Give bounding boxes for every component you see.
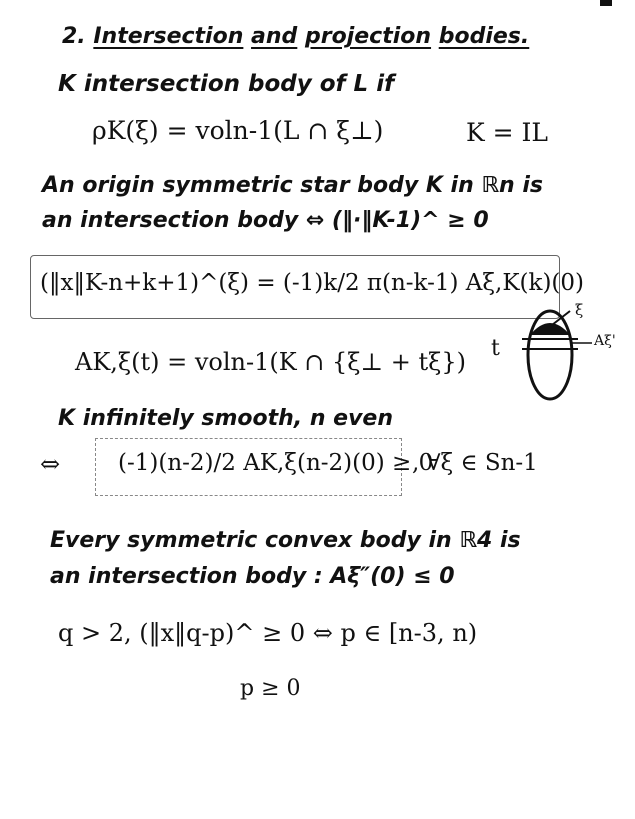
- definition-formula: [92, 118, 383, 143]
- heading-number: 2.: [62, 24, 86, 49]
- heading-word-2: and: [251, 24, 298, 49]
- convex-line-1: [50, 530, 521, 552]
- heading-word-4: bodies.: [438, 24, 530, 49]
- sketch-label-xi: ξ: [575, 301, 584, 319]
- sketch-label-a: Aξ': [594, 333, 616, 349]
- convex-line-1-text: Every symmetric convex body in ℝ4 is: [50, 528, 521, 553]
- definition-line: K intersection body of L if: [58, 71, 395, 97]
- characterization-line-2: an intersection body ⇔ (‖·‖K-1)^ ≥ 0: [42, 208, 489, 233]
- section-function-definition: AK,ξ(t) = voln-1(K ∩ {ξ⊥ + tξ}): [75, 348, 466, 376]
- definition-formula-rhs: K = IL: [466, 118, 548, 147]
- heading-word-1: Intersection: [93, 24, 244, 49]
- heading: [62, 26, 529, 48]
- body-cap: [530, 323, 570, 335]
- corner-mark: [600, 0, 612, 6]
- smooth-line: K infinitely smooth, n even: [58, 406, 394, 431]
- definition-formula-lhs: ρK(ξ) = voln-1(L ∩ ξ⊥): [92, 116, 384, 145]
- boxed-formula: (‖x‖K-n+k+1)^(ξ) = (-1)k/2 π(n-k-1) Aξ,K(k)(0): [40, 270, 585, 296]
- sketch-label-t: t: [491, 336, 500, 361]
- convex-line-2: an intersection body : Aξ″(0) ≤ 0: [50, 564, 455, 589]
- equivalence-quantifier: , ∀ξ ∈ Sn-1: [412, 450, 538, 476]
- p-condition-line: p ≥ 0: [240, 676, 301, 701]
- equivalence-formula: (-1)(n-2)/2 AK,ξ(n-2)(0) ≥ 0: [118, 450, 434, 476]
- q-condition-line: q > 2, (‖x‖q-p)^ ≥ 0 ⇔ p ∈ [n-3, n): [58, 619, 478, 647]
- characterization-line-1: An origin symmetric star body K in ℝn is: [42, 173, 544, 198]
- heading-word-3: projection: [304, 24, 432, 49]
- equivalence-arrow: ⇔: [40, 450, 61, 478]
